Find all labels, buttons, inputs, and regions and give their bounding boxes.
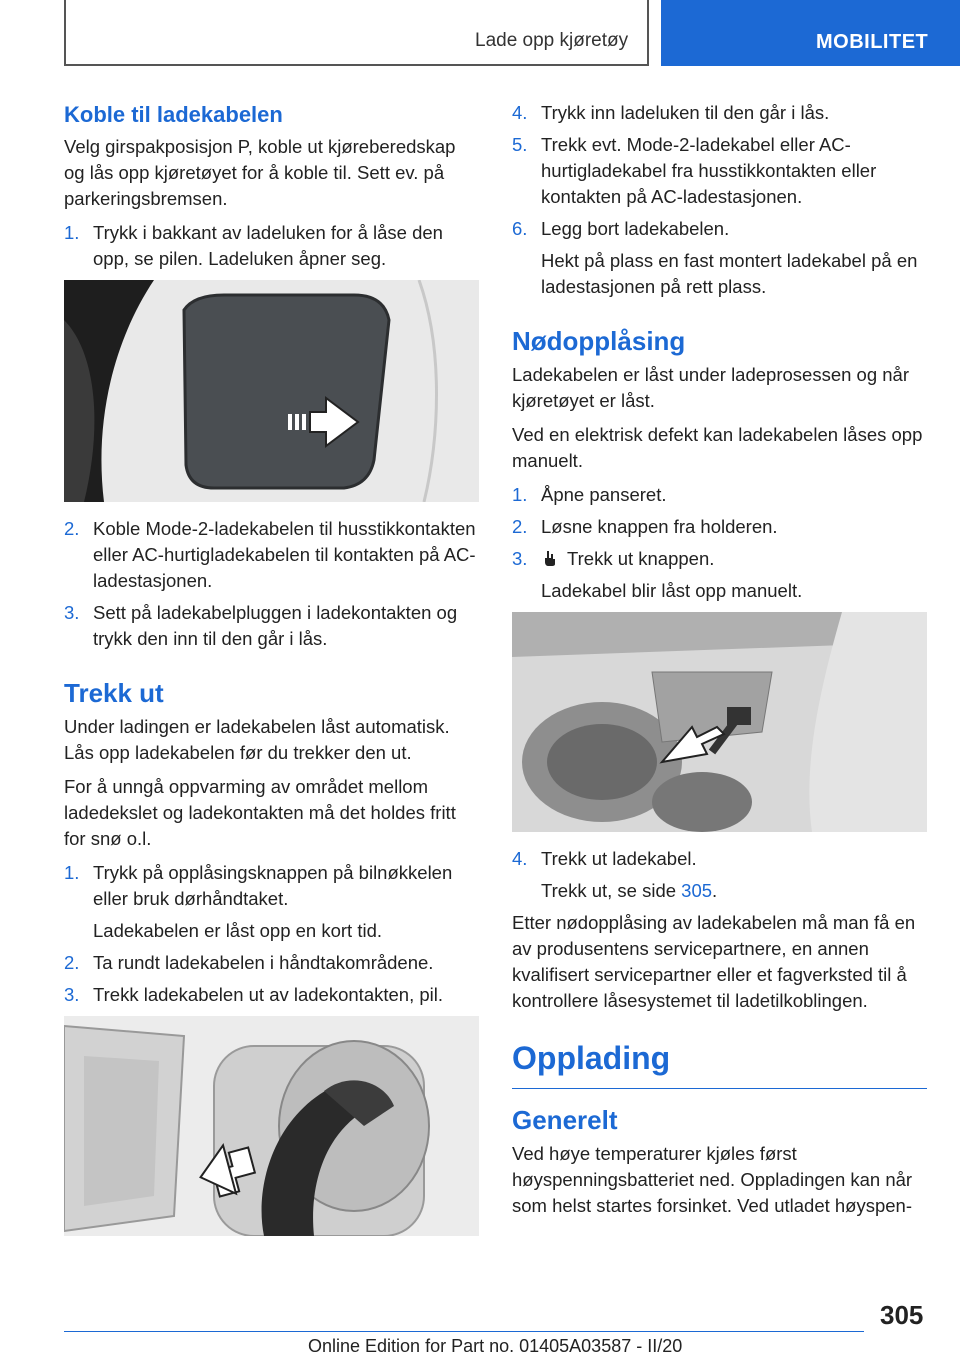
heading-koble-til: Koble til ladekabelen bbox=[64, 102, 283, 127]
step-number: 2. bbox=[512, 516, 528, 537]
paragraph-nodopplasing-2: Ved en elektrisk defekt kan ladekabelen låses opp manuelt. bbox=[512, 424, 923, 471]
step-text: Koble Mode-2-ladekabelen til husstikkontakten eller AC-hurtigladekabelen til kontakten på AC-ladestasjonen. bbox=[93, 518, 476, 591]
step-number: 3. bbox=[64, 984, 80, 1005]
step-text: Trykk på opplåsingsknappen på bilnøkkelen eller bruk dørhåndtaket. bbox=[93, 862, 453, 909]
step-1 bbox=[64, 860, 479, 912]
step-3 bbox=[64, 600, 479, 652]
engine-bay-release-image bbox=[512, 612, 927, 832]
header-section-title: Lade opp kjøretøy bbox=[475, 30, 629, 51]
step-3-note: Ladekabel blir låst opp manuelt. bbox=[541, 580, 803, 601]
step-text: Trekk ut ladekabel. bbox=[541, 848, 697, 869]
paragraph-trekk-ut-2: For å unngå oppvarming av området mellom ladedekslet og ladekontakten må det holdes fritt for snø o.l. bbox=[64, 776, 456, 849]
step-number: 1. bbox=[512, 484, 528, 505]
step-2 bbox=[512, 514, 927, 540]
paragraph-etter: Etter nødopplåsing av ladekabelen må man få en av produsentens servicepartnere, en annen kvalifisert servicepartner eller et fagverksted til å kontrollere låsesystemet til ladetilkoblingen. bbox=[512, 912, 916, 1011]
step-text: Trykk i bakkant av ladeluken for å låse den opp, se pilen. Ladeluken åpner seg. bbox=[93, 222, 443, 269]
step-number: 1. bbox=[64, 862, 80, 883]
cable-unplug-image bbox=[64, 1016, 479, 1236]
paragraph-nodopplasing-1: Ladekabelen er låst under ladeprosessen og når kjøretøyet er låst. bbox=[512, 364, 910, 411]
heading-nodopplasing: Nødopplåsing bbox=[512, 326, 686, 356]
step-number: 4. bbox=[512, 102, 528, 123]
step-text: Ta rundt ladekabelen i håndtakområdene. bbox=[93, 952, 434, 973]
step-text: Legg bort ladekabelen. bbox=[541, 218, 730, 239]
step-number: 2. bbox=[64, 518, 80, 539]
step-3 bbox=[512, 546, 927, 572]
step-1 bbox=[512, 482, 927, 508]
right-column bbox=[512, 100, 927, 1227]
hand-pull-icon bbox=[541, 549, 559, 567]
step-2 bbox=[64, 950, 479, 976]
heading-trekk-ut: Trekk ut bbox=[64, 678, 164, 708]
step-3 bbox=[64, 982, 479, 1008]
step-1 bbox=[64, 220, 479, 272]
charging-flap-image bbox=[64, 280, 479, 502]
heading-opplading: Opplading bbox=[512, 1036, 927, 1089]
step-2 bbox=[64, 516, 479, 594]
step-6-note: Hekt på plass en fast montert ladekabel på en ladestasjonen på rett plass. bbox=[541, 250, 918, 297]
page-reference-link[interactable]: 305 bbox=[681, 880, 713, 901]
step-text: Trekk evt. Mode-2-ladekabel eller AC-hurtigladekabel fra husstikkontakten eller kontakten på AC-ladestasjonen. bbox=[541, 134, 877, 207]
page-number: 305 bbox=[880, 1300, 924, 1330]
step-number: 4. bbox=[512, 848, 528, 869]
step-6 bbox=[512, 216, 927, 242]
step-text: Løsne knappen fra holderen. bbox=[541, 516, 778, 537]
step-text: Sett på ladekabelpluggen i ladekontakten og trykk den inn til den går i lås. bbox=[93, 602, 458, 649]
step-4 bbox=[512, 100, 927, 126]
header-tab-mobilitet[interactable]: MOBILITET bbox=[661, 0, 960, 66]
step-4-note-text: Trekk ut, se side bbox=[541, 880, 682, 901]
step-text-wrapper bbox=[541, 546, 927, 572]
left-column bbox=[64, 100, 479, 1250]
footer-edition-text: Online Edition for Part no. 01405A03587 - II/20 bbox=[308, 1336, 683, 1356]
step-text: Trekk ut knappen. bbox=[567, 548, 715, 569]
paragraph-generelt: Ved høye temperaturer kjøles først høyspenningsbatteriet ned. Oppladingen kan når som helst startes forsinket. Ved utladet høyspen- bbox=[512, 1143, 913, 1216]
step-number: 6. bbox=[512, 218, 528, 239]
step-number: 2. bbox=[64, 952, 80, 973]
step-number: 3. bbox=[512, 548, 528, 569]
heading-generelt: Generelt bbox=[512, 1105, 618, 1135]
step-4-note bbox=[541, 878, 927, 904]
step-4 bbox=[512, 846, 927, 872]
step-text: Trekk ladekabelen ut av ladekontakten, pil. bbox=[93, 984, 444, 1005]
step-number: 1. bbox=[64, 222, 80, 243]
step-text: Åpne panseret. bbox=[541, 484, 667, 505]
step-number: 5. bbox=[512, 134, 528, 155]
step-5 bbox=[512, 132, 927, 210]
step-text: Trykk inn ladeluken til den går i lås. bbox=[541, 102, 830, 123]
paragraph-koble-til: Velg girspakposisjon P, koble ut kjøreberedskap og lås opp kjøretøyet for å koble til. Sett ev. på parkeringsbremsen. bbox=[64, 136, 456, 209]
step-4-note-end: . bbox=[712, 880, 718, 901]
step-1-note: Ladekabelen er låst opp en kort tid. bbox=[93, 920, 382, 941]
paragraph-trekk-ut-1: Under ladingen er ladekabelen låst automatisk. Lås opp ladekabelen før du trekker den ut. bbox=[64, 716, 450, 763]
step-number: 3. bbox=[64, 602, 80, 623]
footer-divider bbox=[64, 1331, 864, 1332]
